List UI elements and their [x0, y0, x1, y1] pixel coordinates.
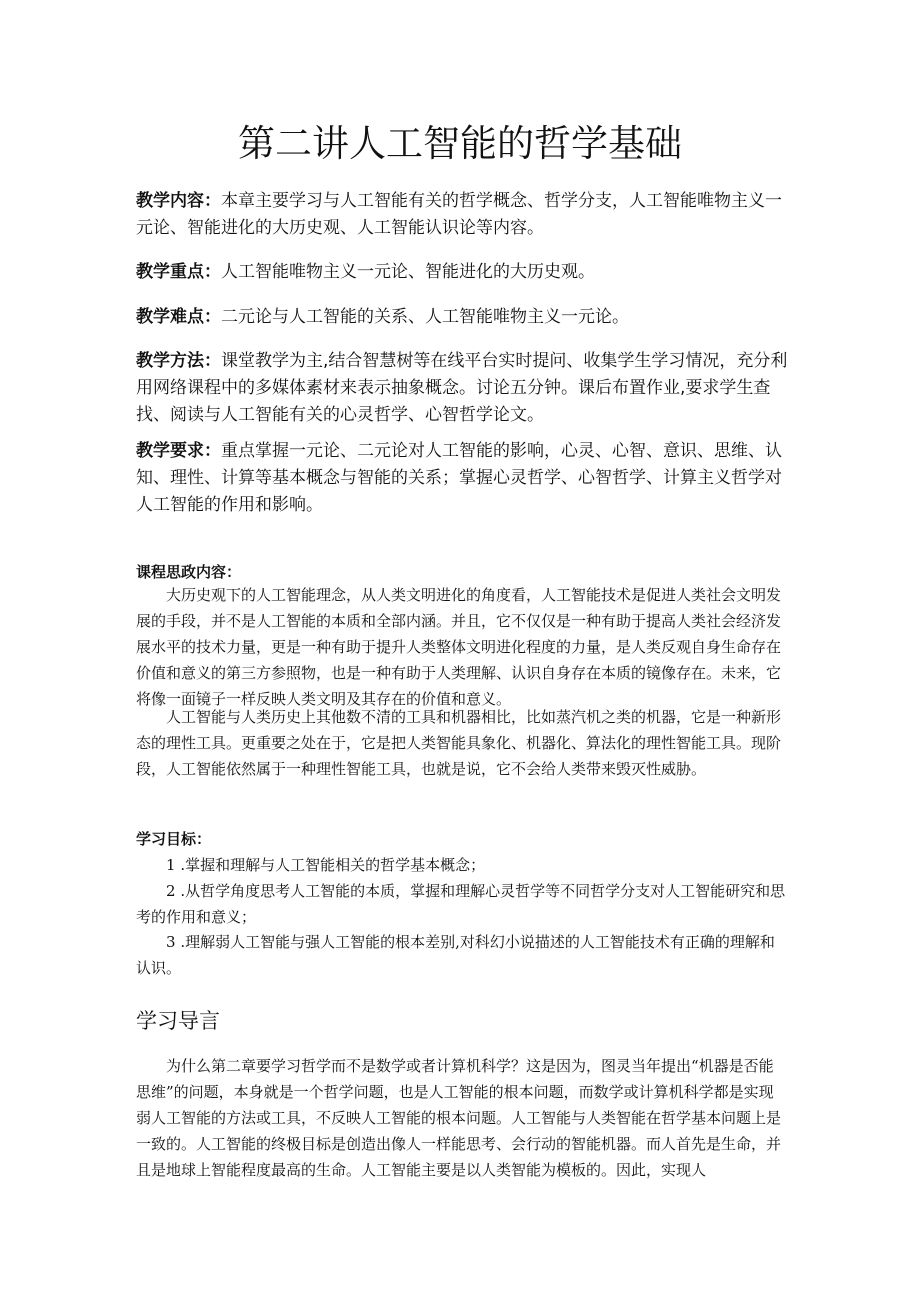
intro-heading: 学习导言: [136, 1009, 220, 1033]
teaching-content: [136, 188, 788, 242]
ideology-paragraph-2: 人工智能与人类历史上其他数不清的工具和机器相比，比如蒸汽机之类的机器，它是一种新形态的理性工具。更重要之处在于，它是把人类智能具象化、机器化、算法化的理性智能工具。现阶段，人工智能依然属于一种理性智能工具，也就是说，它不会给人类带来毁灭性威胁。: [136, 708, 782, 778]
goal-item-text: .掌握和理解与人工智能相关的哲学基本概念；: [180, 856, 486, 874]
teaching-requirements-text: 重点掌握一元论、二元论对人工智能的影响，心灵、心智、意识、思维、认知、理性、计算等基本概念与智能的关系；掌握心灵哲学、心智哲学、计算主义哲学对人工智能的作用和影响。: [136, 441, 782, 515]
teaching-focus: [136, 259, 788, 286]
ideology-heading: 课程思政内容：: [136, 563, 242, 581]
goal-item-number: 3: [166, 933, 176, 951]
goal-item-number: 2: [166, 882, 176, 900]
teaching-difficulty-text: 二元论与人工智能的关系、人工智能唯物主义一元论。: [221, 307, 629, 327]
goal-item-3: [136, 929, 788, 981]
teaching-content-label: 教学内容：: [136, 191, 221, 211]
goal-item-text: .从哲学角度思考人工智能的本质，掌握和理解心灵哲学等不同哲学分支对人工智能研究和思考的作用和意义；: [136, 882, 786, 926]
goals-heading: 学习目标：: [136, 830, 212, 848]
goal-item-number: 1: [166, 856, 176, 874]
teaching-focus-text: 人工智能唯物主义一元论、智能进化的大历史观。: [221, 262, 595, 282]
ideology-paragraph-1: 大历史观下的人工智能理念，从人类文明进化的角度看，人工智能技术是促进人类社会文明发展的手段，并不是人工智能的本质和全部内涵。并且，它不仅仅是一种有助于提高人类社会经济发展水平的技术力量，更是一种有助于提升人类整体文明进化程度的力量，是人类反观自身生命存在价值和意义的第三方参照物，也是一种有助于人类理解、认识自身存在本质的镜像存在。未来，它将像一面镜子一样反映人类文明及其存在的价值和意义。: [136, 586, 782, 708]
teaching-requirements-label: 教学要求：: [136, 441, 221, 461]
intro-paragraph: 为什么第二章要学习哲学而不是数学或者计算机科学？这是因为，图灵当年提出“机器是否能思维”的问题，本身就是一个哲学问题，也是人工智能的根本问题，而数学或计算机科学都是实现弱人工智能的方法或工具，不反映人工智能的根本问题。人工智能与人类智能在哲学基本问题上是一致的。人工智能的终极目标是创造出像人一样能思考、会行动的智能机器。而人首先是生命，并且是地球上智能程度最高的生命。人工智能主要是以人类智能为模板的。因此，实现人: [136, 1057, 782, 1179]
goal-item-2: [136, 878, 788, 930]
goal-item-1: [136, 852, 788, 878]
teaching-requirements: [136, 438, 788, 519]
teaching-method-label: 教学方法：: [136, 351, 221, 371]
teaching-content-text: 本章主要学习与人工智能有关的哲学概念、哲学分支，人工智能唯物主义一元论、智能进化的大历史观、人工智能认识论等内容。: [136, 191, 782, 238]
goal-item-text: .理解弱人工智能与强人工智能的根本差别,对科幻小说描述的人工智能技术有正确的理解和认识。: [136, 933, 775, 977]
teaching-difficulty: [136, 304, 788, 331]
teaching-focus-label: 教学重点：: [136, 262, 221, 282]
page-title: 第二讲人工智能的哲学基础: [238, 122, 682, 165]
teaching-difficulty-label: 教学难点：: [136, 307, 221, 327]
teaching-method-text: 课堂教学为主,结合智慧树等在线平台实时提问、收集学生学习情况，充分利用网络课程中的多媒体素材来表示抽象概念。讨论五分钟。课后布置作业,要求学生查找、阅读与人工智能有关的心灵哲学、心智哲学论文。: [136, 351, 788, 425]
teaching-method: [136, 348, 788, 429]
